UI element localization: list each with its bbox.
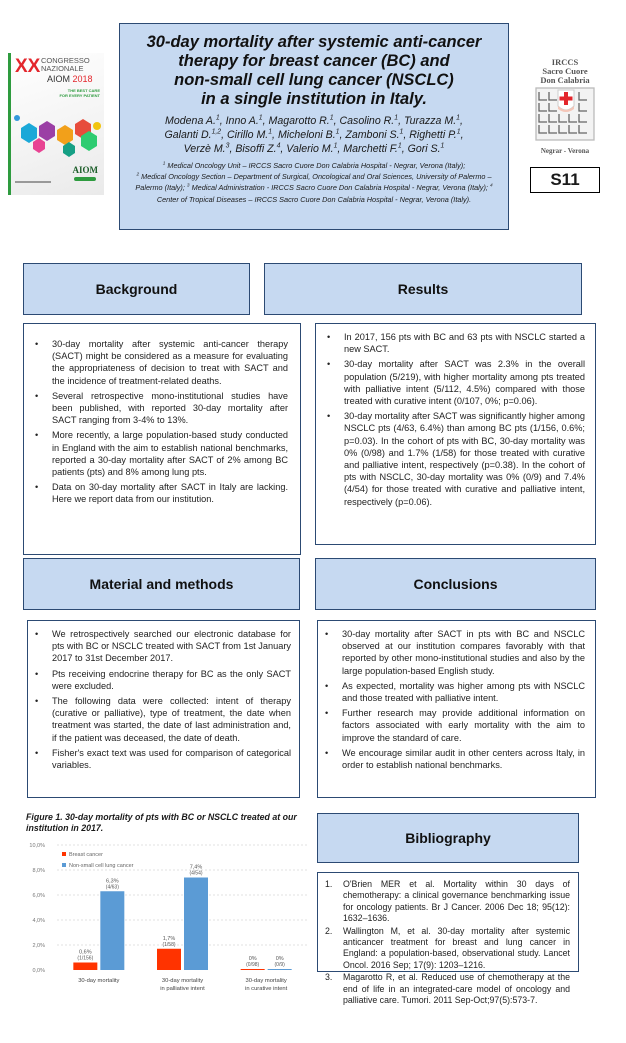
- author: Turazza M.$^1$: [403, 114, 460, 127]
- data-count-label: (4/63): [105, 884, 119, 891]
- data-label: 7,4%: [189, 864, 203, 871]
- y-tick-label: 0,0%: [32, 968, 45, 974]
- bibliography-list: [318, 879, 570, 1006]
- author: Verzè M.$^3$: [183, 142, 230, 155]
- results-list: [320, 331, 585, 508]
- x-category-label: 30-day mortality: [78, 978, 120, 984]
- author: Inno A.$^1$: [225, 114, 263, 127]
- logo-xx: XX: [15, 56, 41, 77]
- data-label: 1,7%: [162, 935, 176, 942]
- conclusions-list: [318, 628, 585, 771]
- legend-swatch: [62, 852, 66, 856]
- reference-text: O'Brien MER et al. Mortality within 30 days of chemotherapy: a clinical governance benchmarking issue for oncology patients. Br J Cancer. 2006 Dec 18; 95(12): 1632–1636.: [343, 879, 570, 924]
- y-tick-label: 6,0%: [32, 893, 45, 899]
- background-heading: Background: [23, 263, 250, 315]
- reference-text: Magarotto R, et al. Reduced use of chemotherapy at the end of life in an integrated-care model of oncology and palliative care. Tumori. 2011 Sep-Oct;97(5):573-7.: [343, 972, 570, 1006]
- conclusions-heading: Conclusions: [315, 558, 596, 610]
- logo-aiom: AIOM 2018: [47, 74, 93, 84]
- affiliation: $^4$ Center of Tropical Diseases – IRCCS Sacro Cuore Don Calabria Hospital - Negrar, Verona (Italy).: [156, 183, 493, 204]
- author-line: Galanti D.$^{1,2}$, Cirillo M.$^1$, Micheloni B.$^1$, Zamboni S.$^1$, Righetti P.$^1$,: [164, 128, 464, 141]
- author: Gori S.$^1$: [407, 142, 445, 155]
- bar-breast: [157, 949, 181, 970]
- logo-don-calabria: Don Calabria: [540, 75, 590, 85]
- irccs-sacro-cuore-logo: [530, 58, 600, 158]
- legend-label: Breast cancer: [69, 852, 103, 858]
- author-list: [120, 114, 508, 156]
- author: Cirillo M.$^1$: [227, 128, 273, 141]
- results-heading: Results: [264, 263, 582, 315]
- reference-item: [318, 926, 570, 972]
- affiliations: [120, 160, 508, 205]
- results-item: • 30-day mortality after SACT was significantly higher among NSCLC pts (4/63, 6.4%) than among BC pts (1/156, 0.6%; p=0.03). In the cohort of pts with BC, 30-day mortality was 0% (0/98) and 1.7% (1/58) for those treated with curative and palliative intent, respectively (p=0.38). In the cohort of pts with NSCLC, 30-day mortality was 0% (0/9) and 7.4% (4/54) for those treated with curative and palliative intent, respectively (p=0.06).: [320, 410, 585, 508]
- poster-title: [120, 33, 508, 109]
- logo-nazionale: NAZIONALE: [41, 64, 84, 73]
- aiom-badge: AIOM: [72, 165, 98, 175]
- background-body: [23, 323, 301, 555]
- data-label: 6,3%: [106, 878, 119, 885]
- poster-code-badge: S11: [530, 167, 600, 193]
- data-label: 0,6%: [79, 949, 92, 956]
- author: Zamboni S.$^1$: [345, 128, 404, 141]
- bibliography-heading: Bibliography: [317, 813, 579, 863]
- logo-footer-line: [15, 181, 51, 183]
- background-item: • More recently, a large population-based study conducted in England with the aim to establish national benchmarks, reported a 30-day mortality after SACT of 2% among BC patients (pts) and 8% among lung pts.: [28, 429, 288, 478]
- author-line: Modena A.$^1$, Inno A.$^1$, Magarotto R.$^1$, Casolino R.$^1$, Turazza M.$^1$,: [165, 114, 463, 127]
- hexagon-icons-graphic: [11, 108, 104, 158]
- title-line: in a single institution in Italy.: [201, 90, 427, 108]
- x-category-label: 30-day mortality: [161, 978, 204, 984]
- hospital-building-cross-icon: [534, 86, 596, 142]
- data-count-label: (0/98): [246, 962, 260, 968]
- y-tick-label: 10,0%: [29, 843, 45, 849]
- title-block: [119, 23, 509, 230]
- methods-list: [28, 628, 291, 771]
- x-category-label: in curative intent: [245, 986, 288, 992]
- conclusions-item: • 30-day mortality after SACT in pts with BC and NSCLC observed at our institution compares favorably with that reported by other mono-institutional studies and also by the large population-based English study.: [318, 628, 585, 677]
- methods-heading: Material and methods: [23, 558, 300, 610]
- author: Casolino R.$^1$: [339, 114, 399, 127]
- author: Galanti D.$^{1,2}$: [164, 128, 222, 141]
- bar-nsclc: [100, 891, 124, 970]
- background-item: • Data on 30-day mortality after SACT in Italy are lacking. Here we report data from our institution.: [28, 481, 288, 505]
- y-tick-label: 4,0%: [32, 918, 45, 924]
- author: Bisoffi Z.$^4$: [235, 142, 281, 155]
- author: Magarotto R.$^1$: [268, 114, 334, 127]
- bar-breast: [73, 963, 97, 971]
- aiom-badge-bar: [74, 177, 96, 181]
- logo-tagline: THE BEST CARE FOR EVERY PATIENT: [59, 88, 100, 98]
- logo-negrar-verona: Negrar - Verona: [540, 147, 590, 155]
- data-label: 0%: [248, 956, 257, 962]
- affiliation: $^1$ Medical Oncology Unit – IRCCS Sacro Cuore Don Calabria Hospital - Negrar, Verona (Italy);: [162, 161, 466, 170]
- results-body: [315, 323, 596, 545]
- reference-item: [318, 972, 570, 1006]
- data-count-label: (0/9): [274, 962, 285, 968]
- bar-nsclc: [268, 969, 292, 970]
- legend-label: Non-small cell lung cancer: [69, 863, 134, 869]
- methods-item: • Pts receiving endocrine therapy for BC as the only SACT were excluded.: [28, 668, 291, 692]
- mortality-bar-chart: [20, 835, 310, 1015]
- data-label: 0%: [275, 956, 284, 962]
- title-line: therapy for breast cancer (BC) and: [178, 52, 450, 70]
- logo-irccs: IRCCS: [551, 57, 579, 67]
- figure-caption: Figure 1. 30-day mortality of pts with BC or NSCLC treated at our institution in 2017.: [26, 812, 297, 833]
- bar-breast: [241, 969, 265, 970]
- legend-swatch: [62, 863, 66, 867]
- conclusions-item: • As expected, mortality was higher among pts with NSCLC and those treated with palliative intent.: [318, 680, 585, 704]
- reference-number: 2.: [325, 925, 333, 936]
- x-category-label: in palliative intent: [160, 986, 205, 992]
- conclusions-item: • Further research may provide additional information on factors associated with early mortality with the aim to improve the standard of care.: [318, 707, 585, 744]
- background-item: • Several retrospective mono-institutional studies have been published, with reported 30-day mortality after SACT ranging from 3-4% to 13%.: [28, 390, 288, 427]
- results-item: • In 2017, 156 pts with BC and 63 pts with NSCLC started a new SACT.: [320, 331, 585, 355]
- methods-item: • We retrospectively searched our electronic database for pts with BC or NSCLC treated with SACT from 1st January 2017 to 31st December 2017.: [28, 628, 291, 665]
- logo-sacro-cuore: Sacro Cuore: [542, 66, 588, 76]
- data-count-label: (1/58): [162, 941, 176, 948]
- data-count-label: (1/156): [77, 955, 94, 962]
- author: Valerio M.$^1$: [286, 142, 338, 155]
- reference-text: Wallington M, et al. 30-day mortality after systemic anticancer treatment for breast and lung cancer in England: a population-based, observational study. Lancet Oncol. 2016 Sep; 17(9): 1203–1216.: [343, 925, 570, 970]
- title-line: 30-day mortality after systemic anti-cancer: [146, 33, 482, 51]
- y-tick-label: 8,0%: [32, 868, 45, 874]
- background-list: [28, 338, 288, 506]
- affiliation: $^2$ Medical Oncology Section – Department of Surgical, Oncological and Oral Sciences, University of Palermo – Palermo (Italy);: [135, 172, 492, 193]
- author-line: Verzè M.$^3$, Bisoffi Z.$^4$, Valerio M.$^1$, Marchetti F.$^1$, Gori S.$^1$: [183, 142, 445, 155]
- background-item: • 30-day mortality after systemic anti-cancer therapy (SACT) might be considered as a measure for evaluating the appropriateness of decision to treat with SACT and the incidence of treatment-related deaths.: [28, 338, 288, 387]
- reference-number: 1.: [325, 879, 333, 889]
- author: Righetti P.$^1$: [409, 128, 461, 141]
- conclusions-body: [317, 620, 596, 798]
- author: Micheloni B.$^1$: [277, 128, 340, 141]
- logo-congresso: CONGRESSO: [41, 56, 90, 65]
- bibliography-body: [317, 872, 579, 1006]
- bar-nsclc: [184, 878, 208, 971]
- reference-number: 3.: [325, 972, 333, 983]
- methods-body: [27, 620, 300, 798]
- aiom-congress-logo: [8, 53, 104, 195]
- x-category-label: 30-day mortality: [245, 978, 287, 984]
- affiliation: $^3$ Medical Administration - IRCCS Sacro Cuore Don Calabria Hospital - Negrar, Verona (Italy);: [186, 183, 490, 193]
- results-item: • 30-day mortality after SACT was 2.3% in the overall population (5/219), with higher mortality among pts treated with palliative intent (5/112, 4.5%) compared with those treated with curative intent (0/107, 0%; p=0.06).: [320, 358, 585, 407]
- conclusions-item: • We encourage similar audit in other centers across Italy, in order to establish national benchmarks.: [318, 747, 585, 771]
- author: Modena A.$^1$: [165, 114, 220, 127]
- author: Marchetti F.$^1$: [343, 142, 402, 155]
- title-line: non-small cell lung cancer (NSCLC): [174, 71, 454, 89]
- methods-item: • The following data were collected: intent of therapy (curative or palliative), type of treatment, the date when treatment was started, the date of last administration and, if the patient was deceased, the date of death.: [28, 695, 291, 744]
- data-count-label: (4/54): [189, 870, 203, 877]
- y-tick-label: 2,0%: [32, 943, 45, 949]
- methods-item: • Fisher's exact text was used for comparison of categorical variables.: [28, 747, 291, 771]
- reference-item: [318, 879, 570, 925]
